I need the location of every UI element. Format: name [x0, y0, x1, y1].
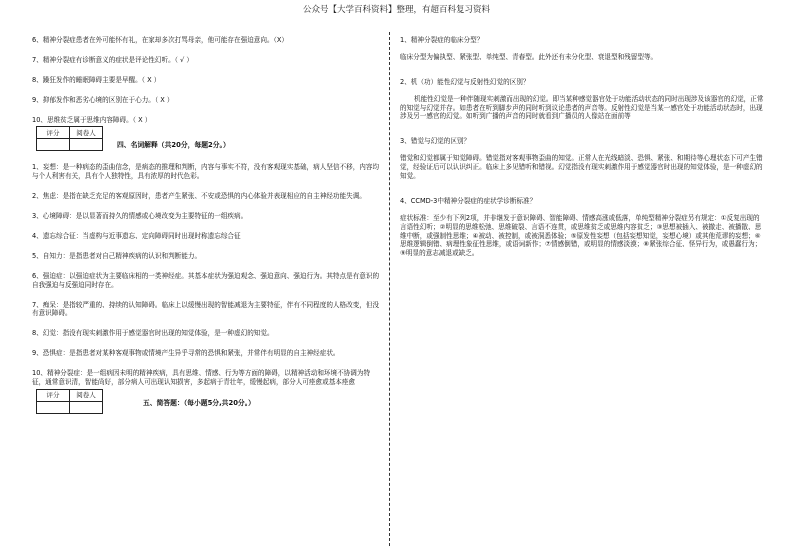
grader-label: 阅卷人 [70, 127, 103, 139]
score-cell [37, 401, 70, 413]
right-column [400, 36, 766, 264]
question-3-answer: 错觉和幻觉都属于知觉障碍。错觉指对客观事物歪曲的知觉。正常人在光线暗淡、恐惧、紧张、和期待等心理状态下可产生错觉，经验证后可以认识纠正。临床上多见错听和错视。幻觉指没有现实刺激作用于感觉器官时出现的知觉体验，是一种虚幻的知觉。 [400, 154, 763, 181]
judge-item-7: 7、精神分裂症有诊断意义的症状是评论性幻听。（ √ ） [32, 55, 193, 64]
question-4-title: 4、CCMD-3中精神分裂症的症状学诊断标准？ [400, 196, 537, 205]
grader-label: 阅卷人 [70, 389, 103, 401]
question-2-title: 2、机（功）能性幻觉与反射性幻觉的区别？ [400, 77, 530, 86]
section-4-title: 四、名词解释（共20分，每题2分。） [117, 141, 230, 150]
definition-5: 5、自知力：是指患者对自己精神疾病的认识和判断能力。 [32, 251, 202, 260]
score-box [36, 389, 103, 414]
definition-8: 8、幻觉：指没有现实刺激作用于感觉器官时出现的知觉体验，是一种虚幻的知觉。 [32, 329, 274, 338]
judge-item-8: 8、躁狂发作的睡眠障碍主要是早醒。（ X ） [32, 75, 161, 84]
page-header: 公众号【大学百科资料】整理，有超百科复习资料 [302, 5, 490, 15]
question-3-title: 3、错觉与幻觉的区别？ [400, 137, 471, 146]
score-cell [37, 139, 70, 151]
question-1-title: 1、精神分裂症的临床分型？ [400, 36, 484, 44]
definition-7: 7、痴呆：是指较严重的、持续的认知障碍。临床上以缓慢出现的智能减退为主要特征，伴有不同程度的人格改变，但没有意识障碍。 [32, 300, 380, 318]
judge-item-9: 9、抑郁发作和恶劣心境的区别在于心力。（ X ） [32, 95, 174, 104]
definition-4: 4、遗忘综合征：当虚构与近事遗忘、定向障碍同时出现时称遗忘综合征 [32, 232, 241, 241]
question-4-answer: 症状标准：至少有下列2项，并非继发于意识障碍、智能障碍、情感高涨或低落，单纯型精神分裂症另有规定：①反复出现的言语性幻听；②明显的思维松弛、思维破裂、言语不连贯，或思维贫乏或思维内容贫乏；③思想被插入、被撤走、被播散、思维中断，或强制性思维；④被动、被控制，或被洞悉体验；⑤原发性妄想（包括妄想知觉，妄想心境）或其他荒谬的妄想；⑥思维逻辑倒错、病理性象征性思维，或语词新作；⑦情感倒错，或明显的情感淡漠；⑧紧张综合征、怪异行为，或愚蠢行为；⑨明显的意志减退或缺乏。 [400, 213, 762, 258]
score-label: 评分 [37, 389, 70, 401]
definition-9: 9、恐惧症：是指患者对某种客观事物或情境产生异乎寻常的恐惧和紧张，并常伴有明显的自主神经症状。 [32, 349, 340, 358]
judge-item-10: 10、思维贫乏属于思维内容障碍。（ X ） [32, 115, 152, 124]
definition-1: 1、妄想：是一种病态的歪曲信念，是病态的推理和判断，内容与事实不符，没有客观现实基础，病人坚信不移，内容均与个人利害有关，具有个人独特性，具有浓厚的时代色彩。 [32, 163, 380, 181]
section-5-title: 五、简答题：（每小题5分,共20分。） [143, 398, 255, 407]
definition-10: 10、精神分裂症：是一组病因未明的精神疾病，具有思维、情感、行为等方面的障碍，以精神活动和环境不协调为特征，通常意识清，智能尚好，部分病人可出现认知损害，多起病于青壮年，缓慢起病，部分人可痊愈或基本痊愈 [32, 369, 371, 387]
score-box-row-2 [32, 389, 380, 414]
question-2-answer: 机能性幻觉是一种伴随现实刺激而出现的幻觉。即当某种感觉器官处于功能活动状态的同时出现涉及该器官的幻觉，正常的知觉与幻觉并存。如患者在听到脚步声的同时听到议论患者的声音等。反射性幻觉是当某一感官处于功能活动状态时，出现涉及另一感官的幻觉。如听到广播的声音的同时就看到广播员的人像站在面前等 [400, 94, 764, 121]
definition-6: 6、强迫症：以强迫症状为主要临床相的一类神经症。其基本症状为强迫观念、强迫意向、强迫行为。其特点是有意识的自我强迫与反强迫同时存在。 [32, 271, 380, 289]
definition-3: 3、心境障碍：是以显著而持久的情感或心境改变为主要特征的一组疾病。 [32, 212, 248, 221]
grader-cell [70, 401, 103, 413]
column-divider [389, 32, 390, 546]
exam-page [32, 36, 766, 541]
definition-2: 2、焦虑：是指在缺乏充足的客观原因时，患者产生紧张、不安或恐惧的内心体验并表现相应的自主神经功能失调。 [32, 192, 366, 201]
question-1-answer: 临床分型为偏执型、紧张型、单纯型、青春型。此外还有未分化型、衰退型和残留型等。 [400, 52, 658, 61]
score-box [36, 126, 103, 151]
score-box-row-1 [32, 126, 380, 151]
left-column [32, 36, 380, 426]
score-label: 评分 [37, 127, 70, 139]
grader-cell [70, 139, 103, 151]
judge-item-6: 6、精神分裂症患者在外可能怀有礼，在家却多次打骂母亲，他可能存在强迫意向。（X） [32, 36, 288, 44]
